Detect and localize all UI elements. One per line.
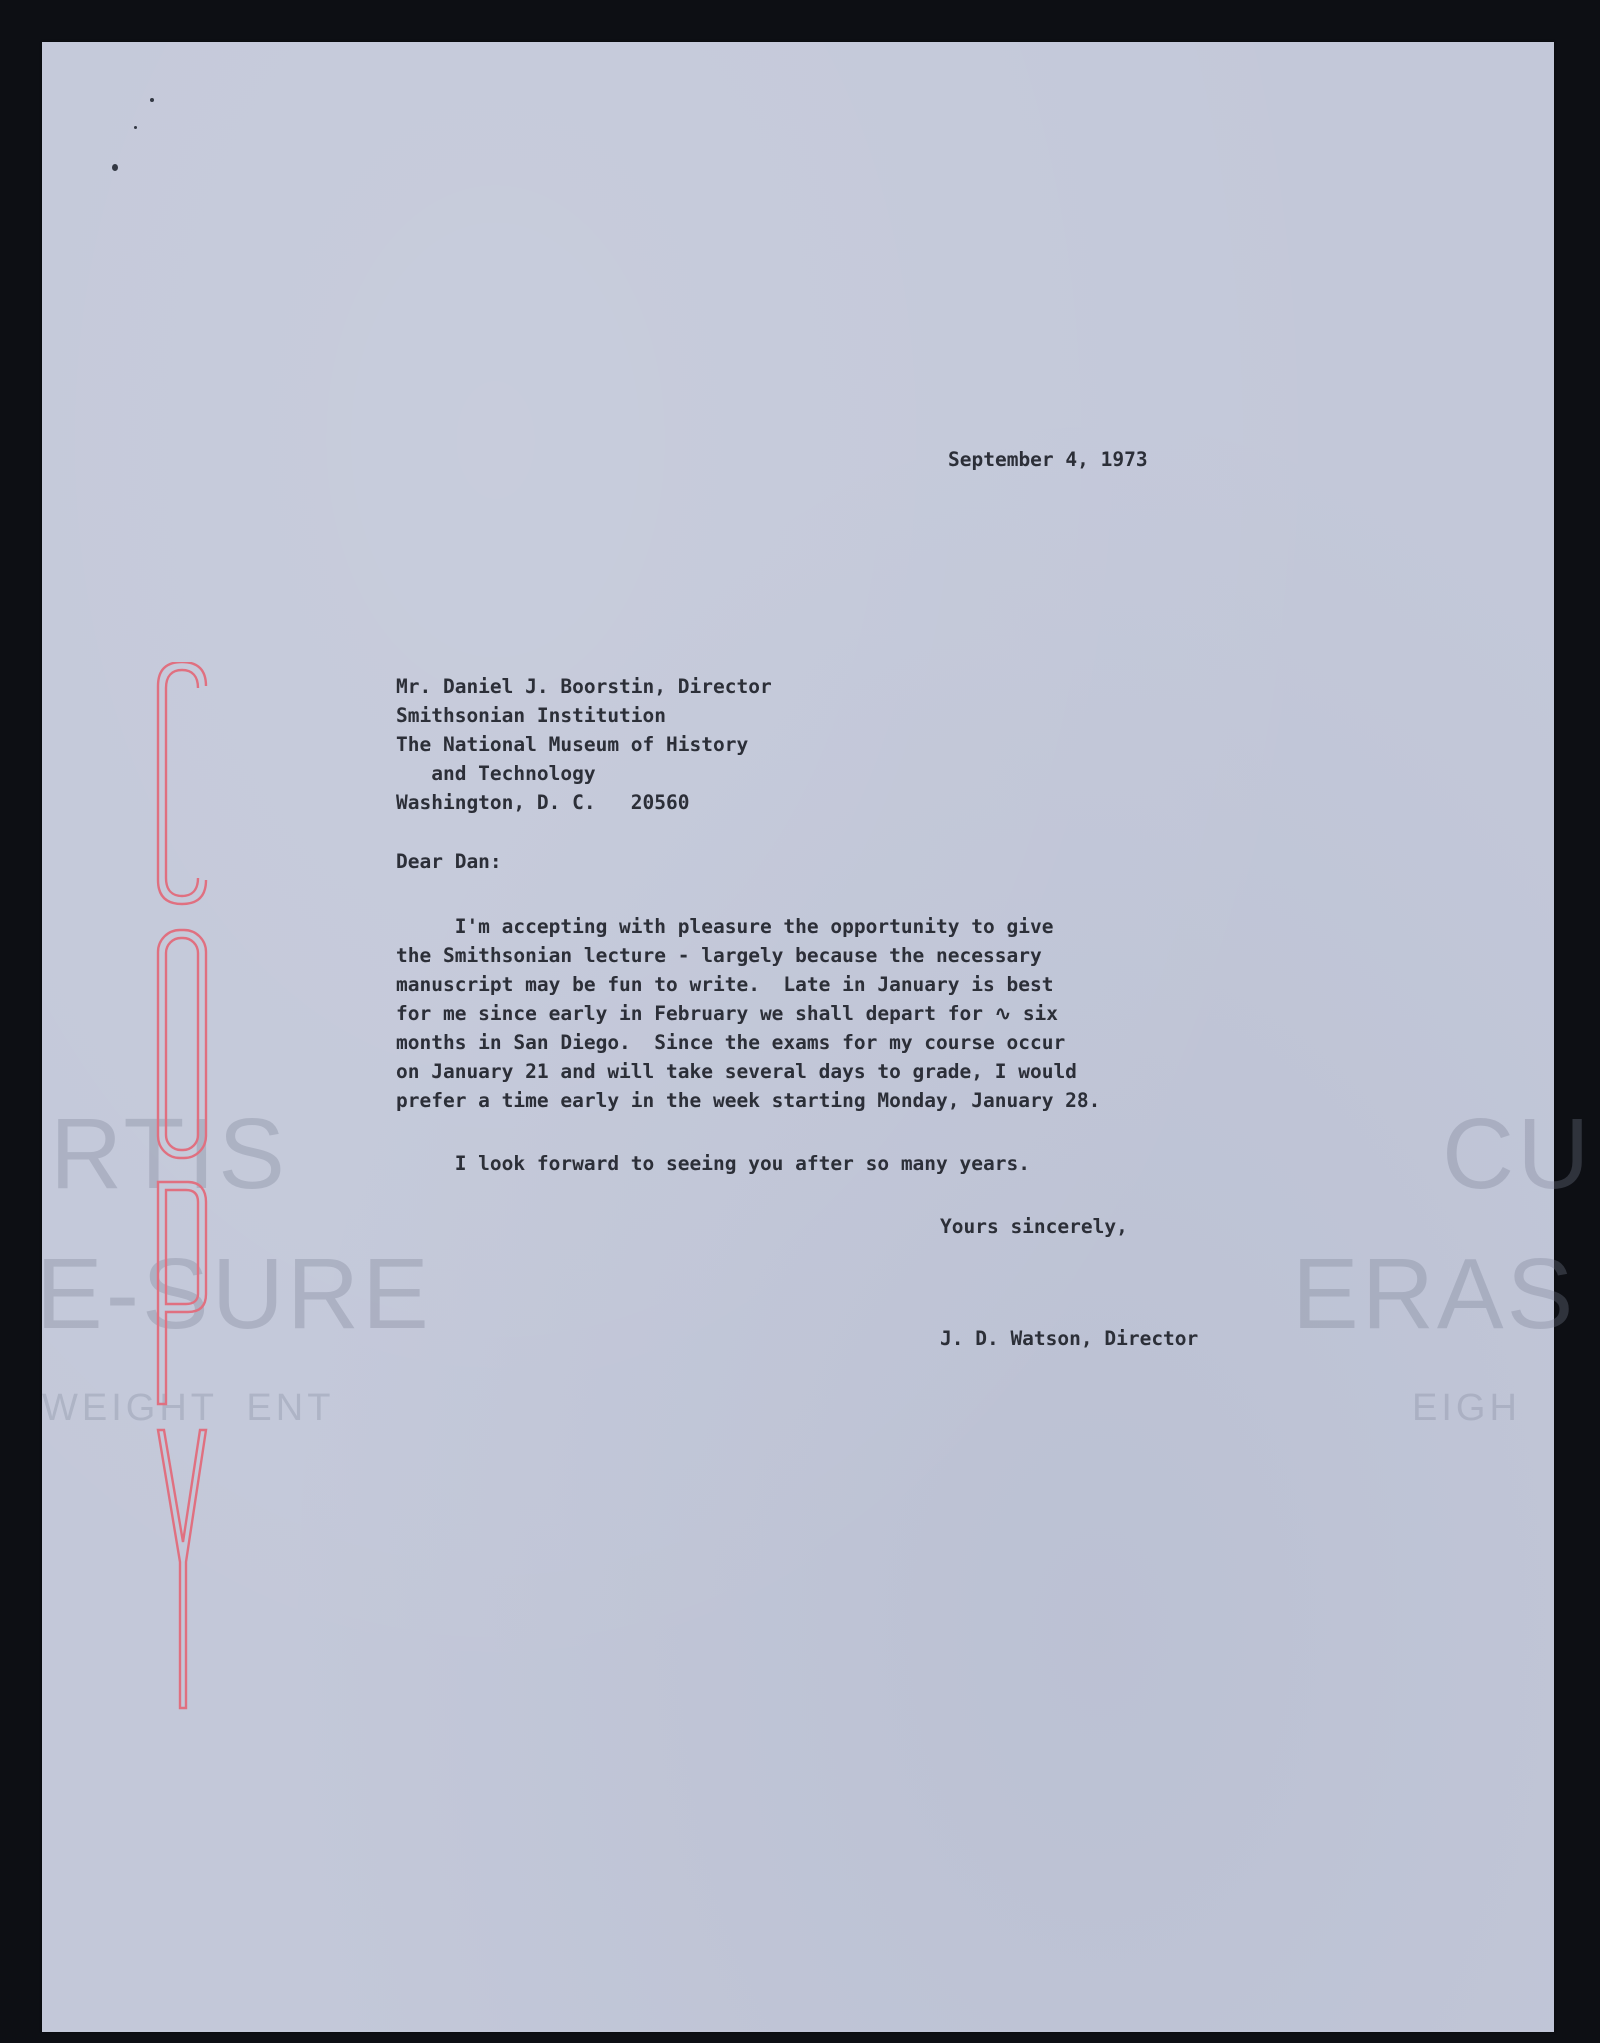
- letter-date: September 4, 1973: [948, 448, 1148, 471]
- body-line: for me since early in February we shall depart for ∿ six: [396, 1002, 1059, 1025]
- salutation: Dear Dan:: [396, 850, 502, 873]
- body-line: manuscript may be fun to write. Late in January is best: [396, 973, 1054, 996]
- address-line: Washington, D. C. 20560: [396, 791, 690, 814]
- body-line: I'm accepting with pleasure the opportunity to give: [396, 915, 1054, 938]
- letter-page: [36, 42, 1593, 2032]
- copy-stamp: [154, 662, 210, 1710]
- watermark-right-line3: EIGH: [1412, 1387, 1521, 1429]
- body-line: the Smithsonian lecture - largely because the necessary: [396, 944, 1042, 967]
- body-line: on January 21 and will take several days to grade, I would: [396, 1060, 1077, 1083]
- address-line: Smithsonian Institution: [396, 704, 667, 727]
- watermark-left-line2: E-SURE: [36, 1238, 432, 1350]
- closing: Yours sincerely,: [940, 1215, 1128, 1238]
- watermark-left-line3: WEIGHT ENT: [42, 1387, 335, 1429]
- signature-line: J. D. Watson, Director: [940, 1327, 1199, 1350]
- body-line: months in San Diego. Since the exams for my course occur: [396, 1031, 1066, 1054]
- address-line: Mr. Daniel J. Boorstin, Director: [396, 675, 772, 698]
- body-paragraph-2: I look forward to seeing you after so many years.: [396, 1152, 1030, 1175]
- address-line: The National Museum of History: [396, 733, 749, 756]
- address-line: and Technology: [396, 762, 596, 785]
- body-line: prefer a time early in the week starting Monday, January 28.: [396, 1089, 1101, 1112]
- watermark-left-line1: RTIS: [50, 1098, 288, 1210]
- watermark-right-line1: CU: [1442, 1098, 1593, 1210]
- watermark-right-line2: ERAS: [1292, 1238, 1577, 1350]
